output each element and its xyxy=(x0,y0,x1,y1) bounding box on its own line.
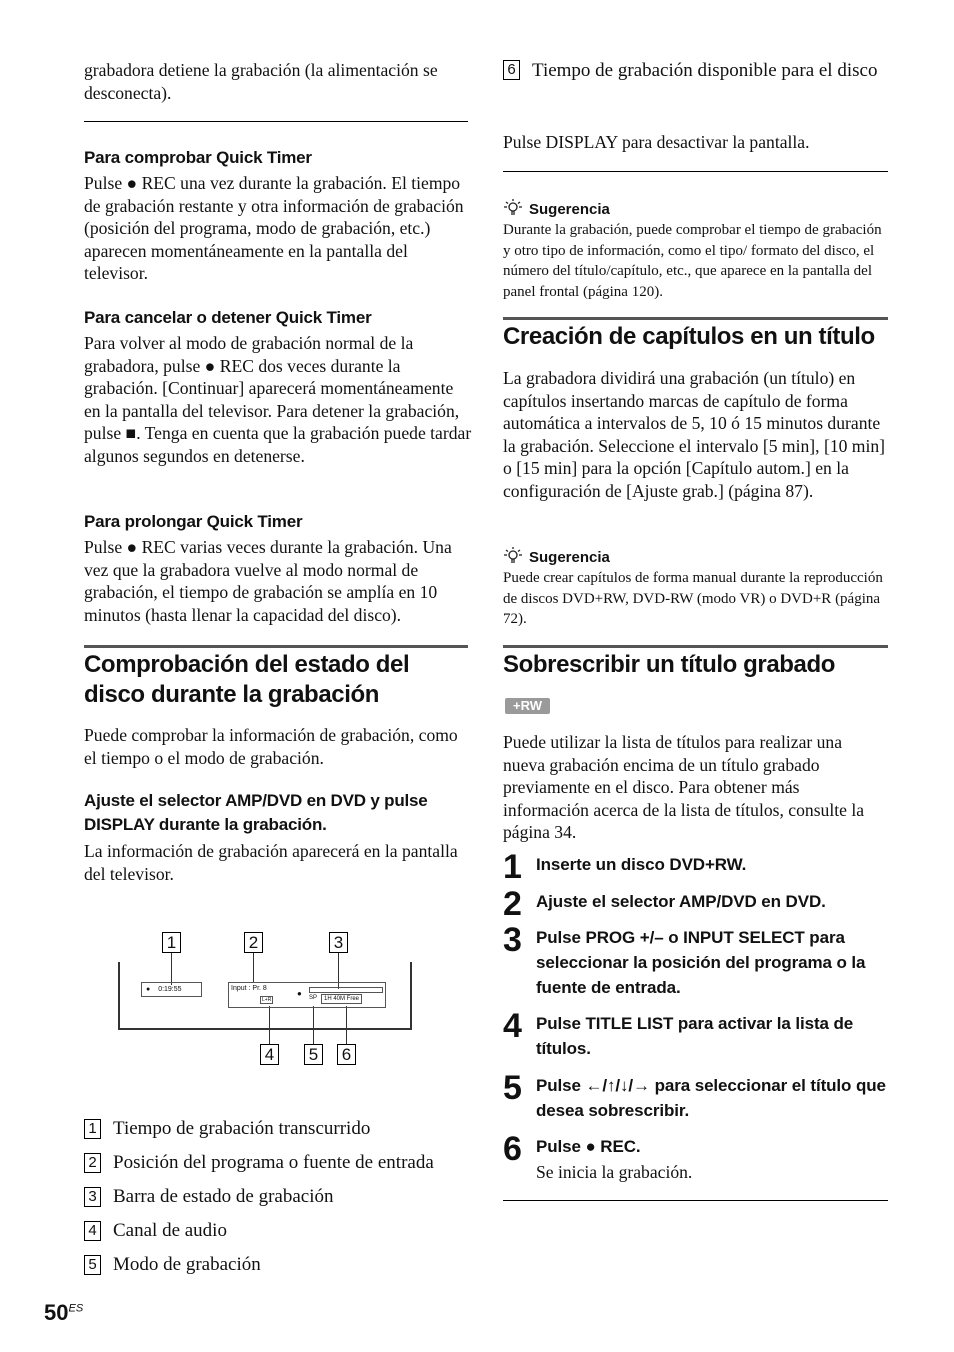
status-step-text: La información de grabación aparecerá en la pantalla del televisor. xyxy=(84,841,458,884)
step-number: 3 xyxy=(503,921,522,959)
lightbulb-icon xyxy=(503,198,523,220)
diagram-legend xyxy=(84,1112,434,1282)
lightbulb-icon xyxy=(503,546,523,568)
leader-line xyxy=(269,1006,270,1044)
callout-5: 5 xyxy=(304,1044,323,1065)
elapsed-time-box xyxy=(141,982,202,997)
legend-item xyxy=(84,1180,434,1214)
input-position: Input : Pr. 8 xyxy=(231,985,267,992)
overwrite-text: Puede utilizar la lista de títulos para realizar una nueva grabación encima de un título grabado previamente en el disco. Para obtener más información acerca de la lista de títulos, consulte la página 34. xyxy=(503,732,865,843)
callout-6: 6 xyxy=(337,1044,356,1065)
tip-2 xyxy=(503,546,888,630)
leader-line xyxy=(346,1006,347,1044)
tip-label: Sugerencia xyxy=(529,200,610,218)
divider xyxy=(503,171,888,172)
tip-text: Puede crear capítulos de forma manual durante la reproducción de discos DVD+RW, DVD-RW (modo VR) o DVD+R (página 72). xyxy=(503,570,883,628)
legend-number: 1 xyxy=(84,1119,101,1139)
rec-dot-icon: ● xyxy=(126,173,138,193)
legend-number: 4 xyxy=(84,1221,101,1241)
legend-item xyxy=(84,1214,434,1248)
legend-text: Tiempo de grabación transcurrido xyxy=(113,1118,371,1139)
rec-dot-icon: ● xyxy=(204,355,216,376)
legend-text: Posición del programa o fuente de entrada xyxy=(113,1152,434,1173)
legend-number: 2 xyxy=(84,1153,101,1173)
info-box xyxy=(228,982,386,1008)
step-4 xyxy=(503,1007,886,1061)
leader-line xyxy=(313,1006,314,1044)
step-text: Pulse ● REC. xyxy=(536,1137,641,1156)
legend-number: 5 xyxy=(84,1255,101,1275)
step-2 xyxy=(503,885,886,923)
extend-quick-timer-heading: Para prolongar Quick Timer xyxy=(84,512,303,531)
step-number: 4 xyxy=(503,1007,522,1045)
rw-badge: +RW xyxy=(505,698,550,714)
section-rule xyxy=(84,645,468,648)
tip-1 xyxy=(503,198,888,303)
legend-item xyxy=(84,1112,434,1146)
check-quick-timer-heading: Para comprobar Quick Timer xyxy=(84,148,312,167)
disc-icon: ● xyxy=(297,989,302,998)
legend-number: 6 xyxy=(503,60,520,80)
chapters-text: La grabadora dividirá una grabación (un título) en capítulos insertando marcas de capítulo de forma automática a intervalos de 5, 10 ó 15 minutos durante la grabación. Seleccione el intervalo [5 min], [10 min] o [15 min] para la opción [Capítulo autom.] en la configuración de [Ajuste grab.] (página 87). xyxy=(503,368,886,501)
step-text: Pulse ←/↑/↓/→ para seleccionar el título que desea sobrescribir. xyxy=(536,1076,886,1120)
recording-info-diagram xyxy=(100,920,430,1064)
recording-status-bar xyxy=(309,987,383,993)
callout-4: 4 xyxy=(260,1044,279,1065)
step-3 xyxy=(503,921,886,1000)
legend-text: Modo de grabación xyxy=(113,1254,261,1275)
elapsed-time: 0:19:55 xyxy=(158,986,182,993)
step-text: Pulse TITLE LIST para activar la lista de títulos. xyxy=(536,1014,854,1058)
recording-mode: SP xyxy=(309,995,318,1001)
step-6 xyxy=(503,1130,886,1184)
step-number: 2 xyxy=(503,885,522,923)
legend-item xyxy=(84,1146,434,1180)
step-5 xyxy=(503,1069,886,1123)
legend-text: Barra de estado de grabación xyxy=(113,1186,334,1207)
step-1 xyxy=(503,848,886,886)
legend-item xyxy=(84,1248,434,1282)
rec-dot-icon: ● xyxy=(126,537,138,557)
status-intro: Puede comprobar la información de grabación, como el tiempo o el modo de grabación. xyxy=(84,725,458,768)
intro-text: grabadora detiene la grabación (la alimentación se desconecta). xyxy=(84,60,438,103)
legend-item-6 xyxy=(503,58,888,83)
step-subtext: Se inicia la grabación. xyxy=(536,1162,693,1182)
callout-3: 3 xyxy=(329,932,348,953)
overwrite-section-title: Sobrescribir un título grabado xyxy=(503,651,836,678)
rec-dot-icon: ● xyxy=(585,1137,596,1156)
rec-dot-icon: ● xyxy=(146,986,151,993)
section-rule xyxy=(503,317,888,320)
divider xyxy=(503,1200,888,1201)
legend-number: 3 xyxy=(84,1187,101,1207)
remaining-time: 1H 40M Free xyxy=(321,994,362,1004)
leader-line xyxy=(253,953,254,983)
step-text: Pulse PROG +/– o INPUT SELECT para seleccionar la posición del programa o la fuente de entrada. xyxy=(536,928,866,997)
step-number: 6 xyxy=(503,1130,522,1168)
chapters-section-title: Creación de capítulos en un título xyxy=(503,323,875,350)
stop-square-icon: ■ xyxy=(125,423,137,444)
step-number: 5 xyxy=(503,1069,522,1107)
arrow-keys-icon: ←/↑/↓/→ xyxy=(585,1076,650,1095)
leader-line xyxy=(171,953,172,985)
divider xyxy=(84,121,468,122)
cancel-quick-timer-text: Para volver al modo de grabación normal de la grabadora, pulse ● REC dos veces durante la grabación. [Continuar] aparecerá momentáneamente en la pantalla del televisor. Para detener la grabación, pulse ■. Tenga en cuenta que la grabación puede tardar algunos segundos en detenerse. xyxy=(84,333,472,466)
tip-text: Durante la grabación, puede comprobar el tiempo de grabación y otro tipo de información, como el tipo/ formato del disco, el número del título/capítulo, etc., que aparece en la pantalla del panel frontal (página 120). xyxy=(503,222,882,301)
legend-text: Tiempo de grabación disponible para el disco xyxy=(532,60,878,81)
status-step-heading: Ajuste el selector AMP/DVD en DVD y pulse DISPLAY durante la grabación. xyxy=(84,791,428,834)
callout-1: 1 xyxy=(162,932,181,953)
extend-quick-timer-text: Pulse ● REC varias veces durante la grabación. Una vez que la grabadora vuelve al modo normal de grabación, el tiempo de grabación se amplía en 10 minutos (hasta llenar la capacidad del disco). xyxy=(84,537,452,625)
cancel-quick-timer-heading: Para cancelar o detener Quick Timer xyxy=(84,308,372,327)
status-section-title: Comprobación del estado del disco durante la grabación xyxy=(84,651,410,708)
display-off-text: Pulse DISPLAY para desactivar la pantalla. xyxy=(503,132,810,152)
check-quick-timer-text: Pulse ● REC una vez durante la grabación. El tiempo de grabación restante y otra información de grabación (posición del programa, modo de grabación, etc.) aparecen momentáneamente en la pantalla del televisor. xyxy=(84,173,464,284)
step-text: Inserte un disco DVD+RW. xyxy=(536,855,747,874)
step-text: Ajuste el selector AMP/DVD en DVD. xyxy=(536,892,826,911)
section-rule xyxy=(503,645,888,648)
callout-2: 2 xyxy=(244,932,263,953)
step-number: 1 xyxy=(503,848,522,886)
legend-text: Canal de audio xyxy=(113,1220,227,1241)
tip-label: Sugerencia xyxy=(529,548,610,566)
audio-channel: L+R xyxy=(262,997,272,1003)
page-number: $50^{ES}$ xyxy=(44,1300,84,1325)
